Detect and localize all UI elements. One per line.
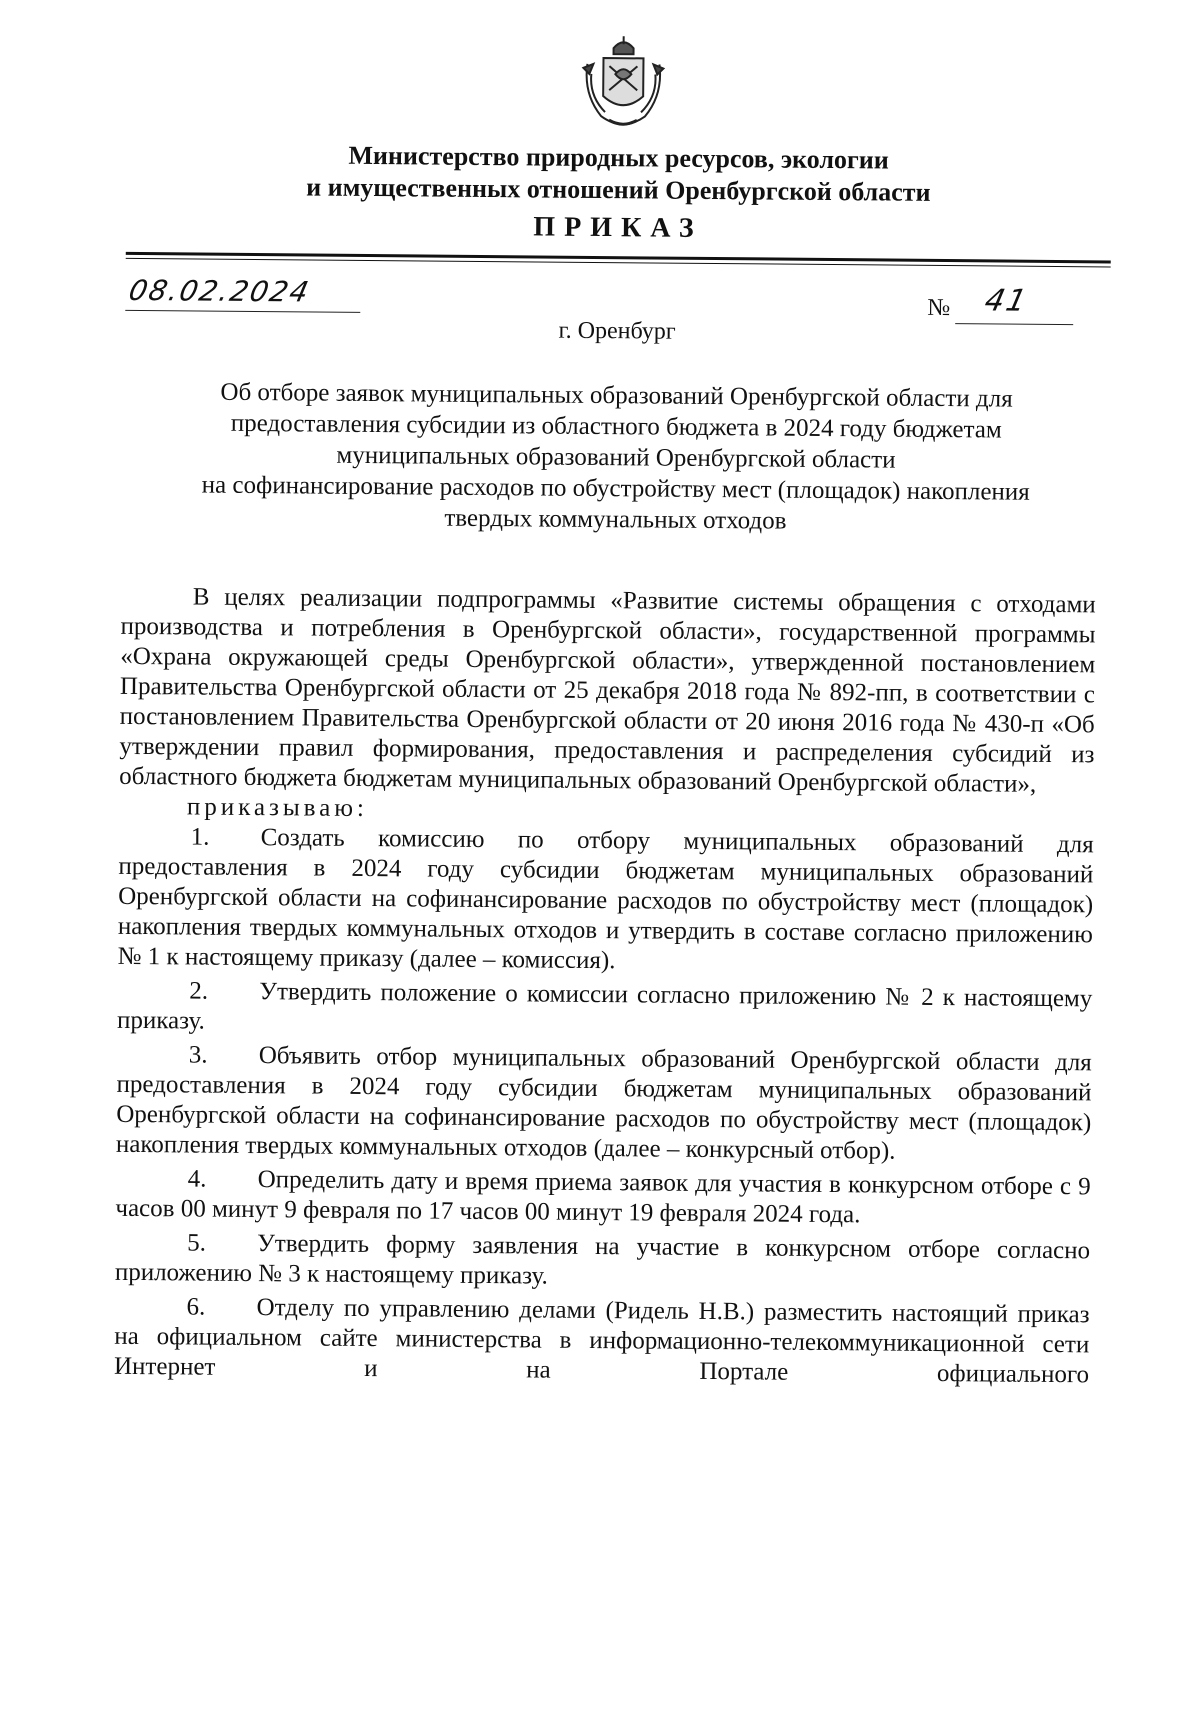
subject-line: на софинансирование расходов по обустройству мест (площадок) накопления (136, 469, 1096, 508)
item-text: Определить дату и время приема заявок для участия в конкурсном отборе с 9 часов 00 минут 9 февраля по 17 часов 00 минут 19 февраля 2024 года. (115, 1166, 1090, 1228)
order-item (114, 1292, 1090, 1391)
item-text: Утвердить положение о комиссии согласно приложению № 2 к настоящему приказу. (117, 978, 1092, 1035)
ministry-line-2: и имущественных отношений Оренбургской области (148, 170, 1088, 210)
order-body (114, 582, 1096, 1390)
item-text: Создать комиссию по отбору муниципальных образований для предоставления в 2024 году субсидии бюджетам муниципальных образований Оренбургской области на софинансирование расходов по обустройству мест (площадок) накопления твердых коммунальных отходов и утвердить в составе согласно приложению № 1 к настоящему приказу (далее – комиссия). (118, 824, 1094, 974)
date-underline (125, 310, 360, 313)
item-number: 1. (119, 822, 261, 853)
item-number: 5. (115, 1228, 257, 1259)
item-number: 6. (114, 1292, 256, 1323)
subject-line: муниципальных образований Оренбургской области (136, 438, 1096, 477)
item-text: Утвердить форму заявления на участие в конкурсном отборе согласно приложению № 3 к настоящему приказу. (115, 1230, 1090, 1290)
preamble: В целях реализации подпрограммы «Развитие системы обращения с отходами производства и потребления в Оренбургской области», государственной программы «Охрана окружающей среды Оренбургской области», утвержденной постановлением Правительства Оренбургской области от 25 декабря 2018 года № 892-пп, в соответствии с постановлением Правительства Оренбургской области от 20 июня 2016 года № 430-п «Об утверждении правил формирования, предоставления и распределения субсидий из областного бюджета бюджетам муниципальных образований Оренбургской области», (119, 582, 1096, 801)
item-text: Отделу по управлению делами (Ридель Н.В.) разместить настоящий приказ на официальном сайте министерства в информационно-телекоммуникационной сети Интернет и на Портале официального (114, 1294, 1090, 1388)
number-label: № (927, 295, 950, 322)
subject-line: предоставления субсидии из областного бюджета в 2024 году бюджетам (136, 407, 1096, 446)
handwritten-number: 41 (982, 283, 1040, 318)
coat-of-arms-icon (579, 34, 668, 135)
city: г. Оренбург (147, 314, 1087, 349)
item-number: 4. (116, 1164, 258, 1195)
item-number: 2. (117, 976, 259, 1007)
handwritten-date: 08.02.2024 (126, 274, 363, 309)
subject-line: Об отборе заявок муниципальных образований Оренбургской области для (136, 376, 1096, 415)
ministry-line-1: Министерство природных ресурсов, экологии (148, 138, 1088, 178)
order-word: приказываю: (119, 792, 1094, 831)
subject-line: твердых коммунальных отходов (135, 500, 1095, 539)
order-item (115, 1228, 1090, 1297)
order-subject (135, 376, 1096, 539)
ministry-name (148, 138, 1089, 210)
order-item (117, 976, 1092, 1045)
order-item (115, 1164, 1090, 1233)
order-title: ПРИКАЗ (148, 208, 1088, 248)
order-item (118, 822, 1094, 981)
item-number: 3. (117, 1040, 259, 1071)
order-item (116, 1040, 1092, 1169)
item-text: Объявить отбор муниципальных образований Оренбургской области для предоставления в 2024 году субсидии бюджетам муниципальных образований Оренбургской области на софинансирование расходов по обустройству мест (площадок) накопления твердых коммунальных отходов (далее – конкурсный отбор). (116, 1042, 1092, 1165)
